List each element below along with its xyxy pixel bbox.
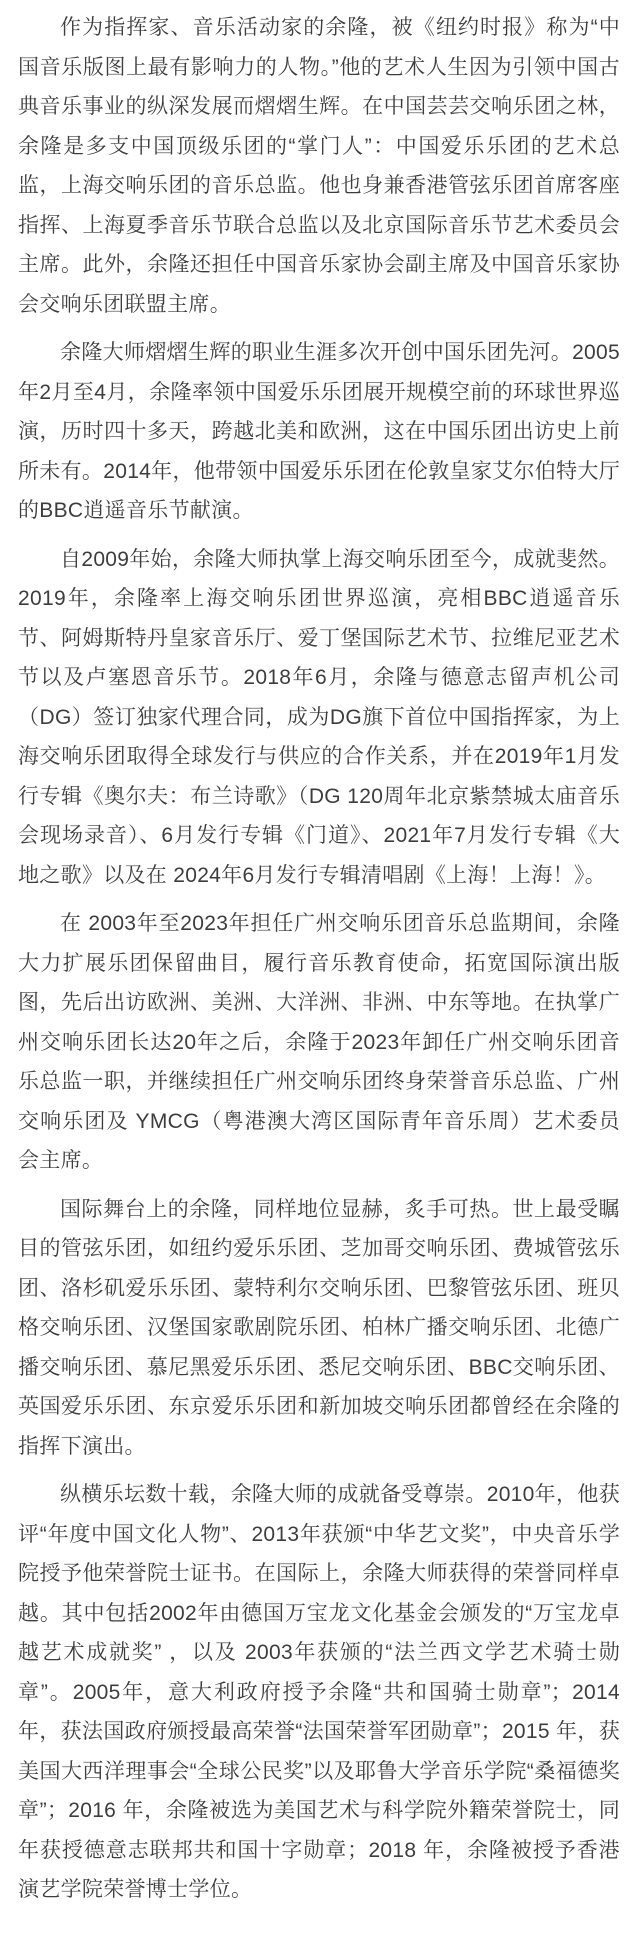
article-paragraph-4: 在 2003年至2023年担任广州交响乐团音乐总监期间，余隆大力扩展乐团保留曲目，履行音乐教育使命，拓宽国际演出版图，先后出访欧洲、美洲、大洋洲、非洲、中东等地。在执掌广州交响乐团长达20年之后，余隆于2023年卸任广州交响乐团音乐总监一职，并继续担任广州交响乐团终身荣誉音乐总监、广州交响乐团及 YMCG（粤港澳大湾区国际青年音乐周）艺术委员会主席。 (18, 912, 620, 1172)
article-paragraph-3: 自2009年始，余隆大师执掌上海交响乐团至今，成就斐然。2019年，余隆率上海交响乐团世界巡演，亮相BBC逍遥音乐节、阿姆斯特丹皇家音乐厅、爱丁堡国际艺术节、拉维尼亚艺术节以及卢塞恩音乐节。2018年6月，余隆与德意志留声机公司（DG）签订独家代理合同，成为DG旗下首位中国指挥家，为上海交响乐团取得全球发行与供应的合作关系，并在2019年1月发行专辑《奥尔夫：布兰诗歌》（DG 120周年北京紫禁城太庙音乐会现场录音）、6月发行专辑《门道》、2021年7月发行专辑《大地之歌》以及在 2024年6月发行专辑清唱剧《上海！上海！》。 (18, 547, 620, 887)
article-paragraph-5: 国际舞台上的余隆，同样地位显赫，炙手可热。世上最受瞩目的管弦乐团，如纽约爱乐乐团、芝加哥交响乐团、费城管弦乐团、洛杉矶爱乐乐团、蒙特利尔交响乐团、巴黎管弦乐团、班贝格交响乐团、汉堡国家歌剧院乐团、柏林广播交响乐团、北德广播交响乐团、慕尼黑爱乐乐团、悉尼交响乐团、BBC交响乐团、英国爱乐乐团、东京爱乐乐团和新加坡交响乐团都曾经在余隆的指挥下演出。 (18, 1197, 620, 1458)
article-paragraph-1: 作为指挥家、音乐活动家的余隆，被《纽约时报》称为“中国音乐版图上最有影响力的人物。”他的艺术人生因为引领中国古典音乐事业的纵深发展而熠熠生辉。在中国芸芸交响乐团之林，余隆是多支中国顶级乐团的“掌门人”：中国爱乐乐团的艺术总监，上海交响乐团的音乐总监。他也身兼香港管弦乐团首席客座指挥、上海夏季音乐节联合总监以及北京国际音乐节艺术委员会主席。此外，余隆还担任中国音乐家协会副主席及中国音乐家协会交响乐团联盟主席。 (18, 16, 620, 316)
article-paragraph-2: 余隆大师熠熠生辉的职业生涯多次开创中国乐团先河。2005年2月至4月，余隆率领中国爱乐乐团展开规模空前的环球世界巡演，历时四十多天，跨越北美和欧洲，这在中国乐团出访史上前所未有。2014年，他带领中国爱乐乐团在伦敦皇家艾尔伯特大厅的BBC逍遥音乐节献演。 (18, 341, 620, 522)
article-paragraph-6: 纵横乐坛数十载，余隆大师的成就备受尊崇。2010年，他获评“年度中国文化人物”、2013年获颁“中华艺文奖”，中央音乐学院授予他荣誉院士证书。在国际上，余隆大师获得的荣誉同样卓越。其中包括2002年由德国万宝龙文化基金会颁发的“万宝龙卓越艺术成就奖” ，以及 2003年获颁的“法兰西文学艺术骑士勋章”。2005年，意大利政府授予余隆“共和国骑士勋章”；2014年，获法国政府颁授最高荣誉“法国荣誉军团勋章”；2015 年，获美国大西洋理事会“全球公民奖”以及耶鲁大学音乐学院“桑福德奖章”；2016 年，余隆被选为美国艺术与科学院外籍荣誉院士，同年获授德意志联邦共和国十字勋章；2018 年，余隆被授予香港演艺学院荣誉博士学位。 (18, 1483, 620, 1901)
